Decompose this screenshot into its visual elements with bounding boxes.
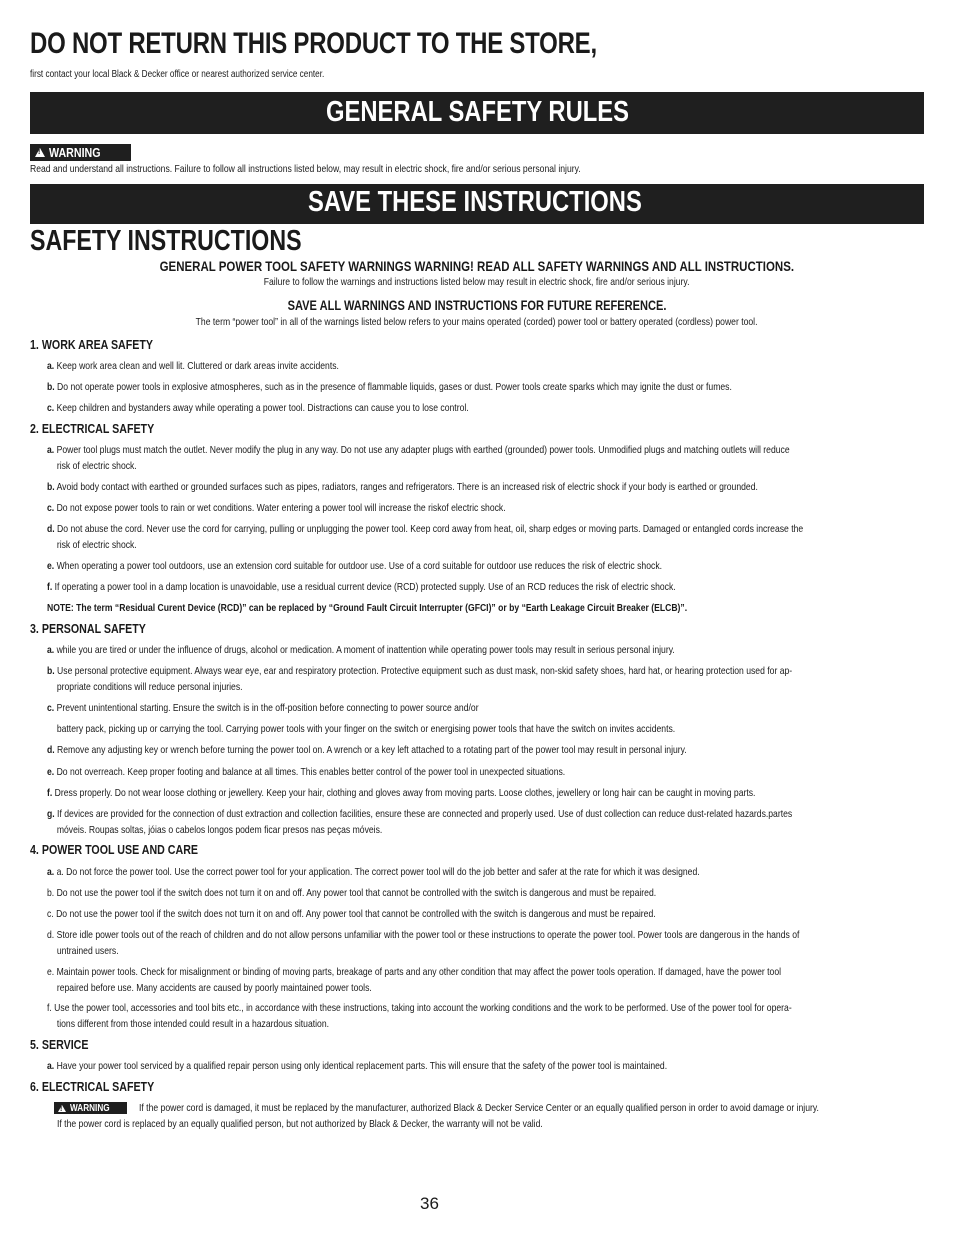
rcd-note: NOTE: The term “Residual Curent Device (RCD)” can be replaced by “Ground Fault Circuit Interrupter (GFCI)” or by “Earth Leakage Circuit Breaker (ELCB)”.	[47, 602, 688, 614]
list-item: b. Use personal protective equipment. Always wear eye, ear and respiratory protection. Protective equipment such as dust mask, non-skid safety shoes, hard hat, or hearing protection used for ap- propriate conditions will reduce personal injuries.	[47, 665, 793, 693]
list-item: a. while you are tired or under the influence of drugs, alcohol or medication. A moment of inattention while operating power tools may result in serious personal injury.	[47, 644, 675, 656]
list-item: c. Keep children and bystanders away while operating a power tool. Distractions can cause you to lose control.	[47, 402, 469, 414]
page-title: DO NOT RETURN THIS PRODUCT TO THE STORE,	[30, 27, 597, 60]
list-item: a. a. Do not force the power tool. Use the correct power tool for your application. The correct power tool will do the job better and safer at the rate for which it was designed.	[47, 866, 700, 878]
list-item: a. Have your power tool serviced by a qualified repair person using only identical replacement parts. This will ensure that the safety of the power tool is maintained.	[47, 1060, 668, 1072]
list-item: e. When operating a power tool outdoors, use an extension cord suitable for outdoor use. Use of a cord suitable for outdoor use reduces the risk of electric shock.	[47, 560, 663, 572]
page-subtitle: first contact your local Black & Decker office or nearest authorized service center.	[30, 69, 325, 80]
list-item: f. Dress properly. Do not wear loose clothing or jewellery. Keep your hair, clothing and gloves away from moving parts. Loose clothes, jewellery or long hair can be caught in moving parts.	[47, 787, 756, 799]
save-all-warnings-line: SAVE ALL WARNINGS AND INSTRUCTIONS FOR FUTURE REFERENCE.	[287, 298, 667, 313]
general-safety-rules-banner: GENERAL SAFETY RULES	[30, 92, 924, 134]
list-item: b. Do not operate power tools in explosive atmospheres, such as in the presence of flammable liquids, gases or dust. Power tools create sparks which may ignite the dust or fumes.	[47, 381, 732, 393]
general-warnings-subtext: Failure to follow the warnings and instructions listed below may result in electric shock, fire and/or serious injury.	[264, 276, 690, 288]
list-item: a. Keep work area clean and well lit. Cluttered or dark areas invite accidents.	[47, 360, 339, 372]
list-item: c. Do not expose power tools to rain or wet conditions. Water entering a power tool will increase the riskof electric shock.	[47, 502, 506, 514]
list-item: d. Do not abuse the cord. Never use the cord for carrying, pulling or unplugging the power tool. Keep cord away from heat, oil, sharp edges or moving parts. Damaged or entangled cords increase the risk of electric shock.	[47, 523, 804, 551]
power-cord-warning-text: If the power cord is damaged, it must be replaced by the manufacturer, authorized Black & Decker Service Center or an equally qualified person in order to avoid damage or injury.	[139, 1102, 819, 1114]
section-heading-service: 5. SERVICE	[30, 1037, 89, 1052]
warning-triangle-icon	[58, 1105, 66, 1112]
power-tool-term-note: The term “power tool” in all of the warnings listed below refers to your mains operated (corded) power tool or battery operated (cordless) power tool.	[196, 316, 758, 328]
save-instructions-banner: SAVE THESE INSTRUCTIONS	[30, 184, 924, 224]
warning-text: Read and understand all instructions. Failure to follow all instructions listed below, may result in electric shock, fire and/or serious personal injury.	[30, 163, 581, 175]
page-number: 36	[420, 1194, 439, 1213]
list-item: g. If devices are provided for the connection of dust extraction and collection facilities, ensure these are connected and properly used. Use of dust collection can reduce dust-related hazards.partes móveis. Roupas soltas, jóias o cabelos longos podem ficar presos nas peças móveis.	[47, 808, 793, 836]
list-item: f. If operating a power tool in a damp location is unavoidable, use a residual current device (RCD) protected supply. Use of an RCD reduces the risk of electric shock.	[47, 581, 676, 593]
section-heading-personal: 3. PERSONAL SAFETY	[30, 621, 146, 636]
list-item-continuation: battery pack, picking up or carrying the tool. Carrying power tools with your finger on the switch or energising power tools that have the switch on invites accidents.	[56, 723, 676, 735]
list-item: d. Store idle power tools out of the reach of children and do not allow persons unfamiliar with the power tool or these instructions to operate the power tool. Power tools are dangerous in the hands of untrained users.	[47, 929, 800, 957]
list-item: d. Remove any adjusting key or wrench before turning the power tool on. A wrench or a key left attached to a rotating part of the power tool may result in personal injury.	[47, 744, 687, 756]
list-item: b. Avoid body contact with earthed or grounded surfaces such as pipes, radiators, ranges and refrigerators. There is an increased risk of electric shock if your body is earthed or grounded.	[47, 481, 758, 493]
section-heading-electrical: 2. ELECTRICAL SAFETY	[30, 421, 155, 436]
list-item: e. Maintain power tools. Check for misalignment or binding of moving parts, breakage of parts and any other condition that may affect the power tools operation. If damaged, have the power tool repaired before use. Many accidents are caused by poorly maintained power tools.	[47, 966, 782, 994]
list-item: c. Prevent unintentional starting. Ensure the switch is in the off-position before connecting to power source and/or	[47, 702, 479, 714]
section-heading-work-area: 1. WORK AREA SAFETY	[30, 337, 153, 352]
warning-badge: ! WARNING	[30, 144, 131, 161]
section-heading-electrical-2: 6. ELECTRICAL SAFETY	[30, 1079, 155, 1094]
list-item: f. Use the power tool, accessories and tool bits etc., in accordance with these instructions, taking into account the working conditions and the work to be performed. Use of the power tool for opera- tions different from those intended could result in a hazardous situation.	[47, 1002, 792, 1030]
list-item: c. Do not use the power tool if the switch does not turn it on and off. Any power tool that cannot be controlled with the switch is dangerous and must be repaired.	[47, 908, 656, 920]
warning-triangle-icon	[35, 148, 45, 157]
list-item: a. Power tool plugs must match the outlet. Never modify the plug in any way. Do not use any adapter plugs with earthed (grounded) power tools. Unmodified plugs and matching outlets will reduce risk of electric shock.	[47, 444, 790, 472]
safety-instructions-heading: SAFETY INSTRUCTIONS	[30, 225, 302, 257]
section-heading-tool-use: 4. POWER TOOL USE AND CARE	[30, 842, 199, 857]
general-warnings-heading: GENERAL POWER TOOL SAFETY WARNINGS WARNING! READ ALL SAFETY WARNINGS AND ALL INSTRUCTIONS.	[159, 258, 795, 274]
list-item: e. Do not overreach. Keep proper footing and balance at all times. This enables better control of the power tool in unexpected situations.	[47, 766, 566, 778]
warning-badge-small: ! WARNING	[54, 1102, 127, 1114]
power-cord-warning-continuation: If the power cord is replaced by an equally qualified person, but not authorized by Black & Decker, the warranty will not be valid.	[57, 1118, 543, 1130]
list-item: b. Do not use the power tool if the switch does not turn it on and off. Any power tool that cannot be controlled with the switch is dangerous and must be repaired.	[47, 887, 657, 899]
